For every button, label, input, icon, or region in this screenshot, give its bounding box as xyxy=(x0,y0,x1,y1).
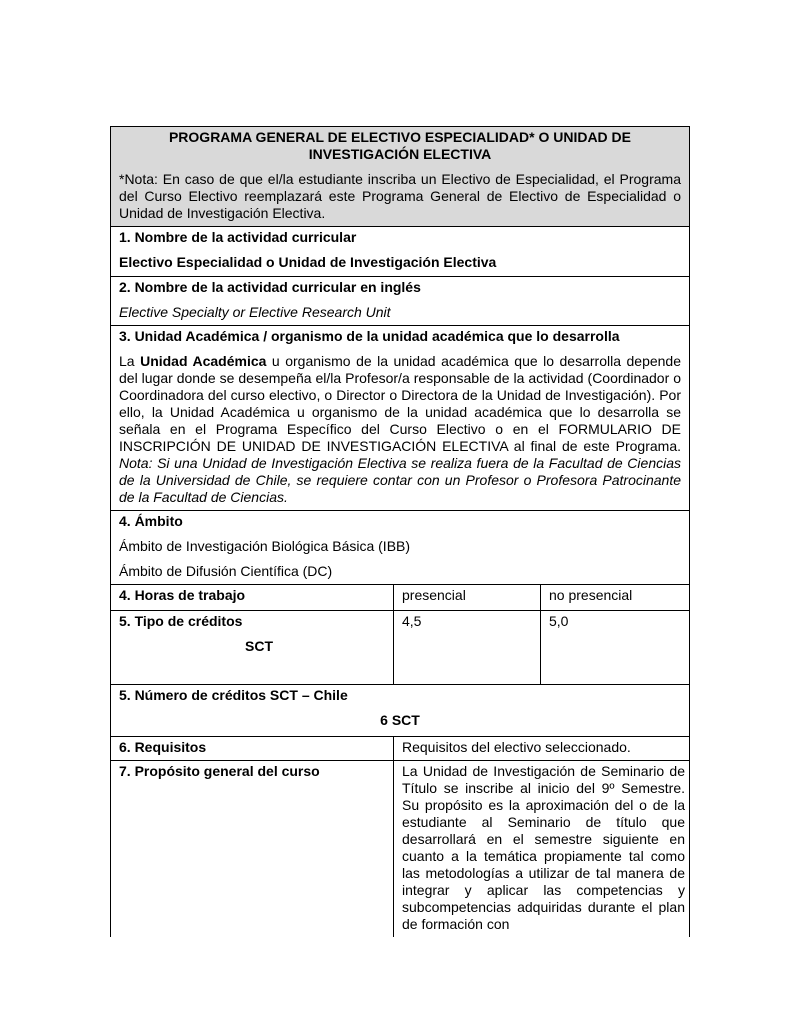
credits-remote: 5,0 xyxy=(541,611,690,685)
bold-text: Unidad Académica xyxy=(140,353,267,369)
text: La xyxy=(119,353,141,369)
header-row xyxy=(111,127,690,227)
document-title-line-2: INVESTIGACIÓN ELECTIVA xyxy=(308,146,492,162)
section-scope xyxy=(111,511,690,585)
document-title-line-1: PROGRAMA GENERAL DE ELECTIVO ESPECIALIDAD* O UNIDAD DE xyxy=(168,129,632,145)
requirements-value: Requisitos del electivo seleccionado. xyxy=(394,737,690,761)
scope-item: Ámbito de Investigación Biológica Básica (IBB) xyxy=(119,538,411,554)
credit-type-sub: SCT xyxy=(245,638,273,654)
purpose-row xyxy=(111,761,690,938)
italic-note: Nota: Si una Unidad de Investigación Electiva se realiza fuera de la Facultad de Ciencias de la Universidad de Chile, se requiere contar con un Profesor o Profesora Patrocinante de la Facultad de Ciencias. xyxy=(119,455,681,505)
credit-number: 6 SCT xyxy=(380,712,420,728)
credit-number-row xyxy=(111,685,690,737)
purpose-value: La Unidad de Investigación de Seminario de Título se inscribe al inicio del 9º Semestre. Su propósito es la aproximación del o de la estudiante al Seminario de título que desarrollará en el semestre siguiente en cuanto a la temática propiamente tal como las metodologías a utilizar de tal manera de integrar y aplicar las competencias y subcompetencias adquiridas durante el plan de formación con xyxy=(394,761,690,938)
header-note: *Nota: En caso de que el/la estudiante inscriba un Electivo de Especialidad, el Programa del Curso Electivo reemplazará este Programa General de Electivo de Especialidad o Unidad de Investigación Electiva. xyxy=(119,171,681,221)
credits-in-person: 4,5 xyxy=(394,611,541,685)
section-heading: 5. Número de créditos SCT – Chile xyxy=(119,687,348,703)
purpose-heading: 7. Propósito general del curso xyxy=(111,761,394,938)
program-table xyxy=(110,126,690,937)
section-heading: 1. Nombre de la actividad curricular xyxy=(119,229,357,245)
section-activity-name xyxy=(111,227,690,277)
credit-type-row xyxy=(111,611,690,685)
requirements-row xyxy=(111,737,690,761)
requirements-heading: 6. Requisitos xyxy=(111,737,394,761)
section-academic-unit xyxy=(111,326,690,511)
activity-name: Electivo Especialidad o Unidad de Investigación Electiva xyxy=(119,254,497,270)
section-heading: 4. Ámbito xyxy=(119,513,183,529)
credit-type-heading: 5. Tipo de créditos xyxy=(119,613,243,629)
header-cell xyxy=(111,127,690,227)
hours-row xyxy=(111,585,690,611)
section-heading: 3. Unidad Académica / organismo de la unidad académica que lo desarrolla xyxy=(119,328,620,344)
section-english-name xyxy=(111,277,690,326)
hours-heading: 4. Horas de trabajo xyxy=(111,585,394,611)
section-heading: 2. Nombre de la actividad curricular en inglés xyxy=(119,279,421,295)
english-name: Elective Specialty or Elective Research Unit xyxy=(119,304,391,320)
hours-in-person: presencial xyxy=(394,585,541,611)
academic-unit-paragraph xyxy=(119,353,681,506)
text: u organismo de la unidad académica que lo desarrolla depende del lugar donde se desempeña el/la Profesor/a responsable de la actividad (Coordinador o Coordinadora del curso electivo, o Director o Directora de la Unidad de Investigación). Por ello, la Unidad Académica u organismo de la unidad académica que lo desarrolla se señala en el Programa Específico del Curso Electivo o en el FORMULARIO DE INSCRIPCIÓN DE UNIDAD DE INVESTIGACIÓN ELECTIVA al final de este Programa. xyxy=(119,353,681,454)
scope-item: Ámbito de Difusión Científica (DC) xyxy=(119,563,333,579)
hours-remote: no presencial xyxy=(541,585,690,611)
